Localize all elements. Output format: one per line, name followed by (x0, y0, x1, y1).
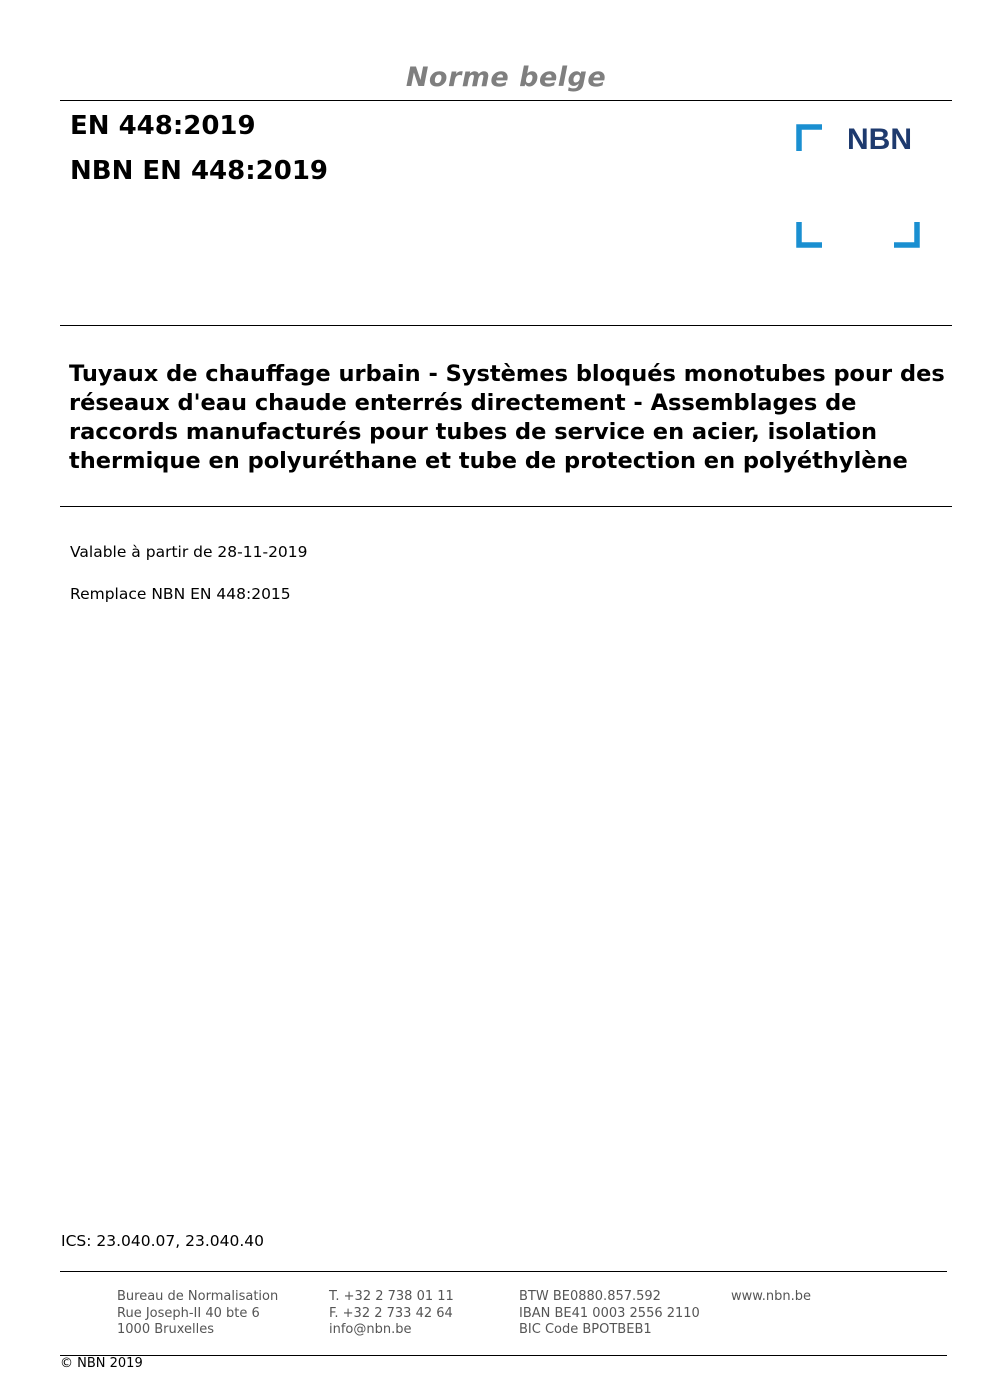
footer-fax: F. +32 2 733 42 64 (329, 1305, 453, 1321)
header-label: Norme belge (405, 62, 607, 93)
divider-title-top (60, 325, 952, 326)
nbn-logo (795, 123, 921, 249)
valid-from: Valable à partir de 28-11-2019 (70, 543, 308, 561)
footer-contact (329, 1289, 454, 1339)
divider-footer-top (60, 1271, 947, 1272)
footer-address-line: 1000 Bruxelles (117, 1322, 215, 1337)
footer-web (731, 1289, 811, 1306)
footer-vat: BTW BE0880.857.592 (519, 1289, 661, 1304)
footer-address-line: Rue Joseph-II 40 bte 6 (117, 1305, 260, 1321)
document-title: Tuyaux de chauffage urbain - Systèmes bloqués monotubes pour des réseaux d'eau chaude enterrés directement - Assemblages de raccords manufacturés pour tubes de service en acier, isolation thermique en polyuréthane et tube de protection en polyéthylène (69, 361, 945, 474)
footer-bic: BIC Code BPOTBEB1 (519, 1322, 652, 1337)
standard-code-nbn: NBN EN 448:2019 (70, 156, 328, 186)
footer-phone: T. +32 2 738 01 11 (329, 1289, 454, 1304)
ics-codes: ICS: 23.040.07, 23.040.40 (61, 1232, 265, 1250)
footer-address (117, 1289, 278, 1339)
copyright: © NBN 2019 (60, 1356, 143, 1371)
divider-top (60, 100, 952, 101)
nbn-logo-text: NBN (847, 123, 912, 156)
footer-iban: IBAN BE41 0003 2556 2110 (519, 1305, 700, 1321)
replaces: Remplace NBN EN 448:2015 (70, 585, 291, 603)
footer-email[interactable]: info@nbn.be (329, 1322, 412, 1337)
divider-footer-bottom (60, 1355, 947, 1356)
footer-address-line: Bureau de Normalisation (117, 1289, 279, 1304)
footer-bank (519, 1289, 700, 1339)
divider-title-bottom (60, 506, 952, 507)
standard-code-en: EN 448:2019 (70, 111, 256, 141)
footer-website-link[interactable]: www.nbn.be (731, 1289, 811, 1304)
